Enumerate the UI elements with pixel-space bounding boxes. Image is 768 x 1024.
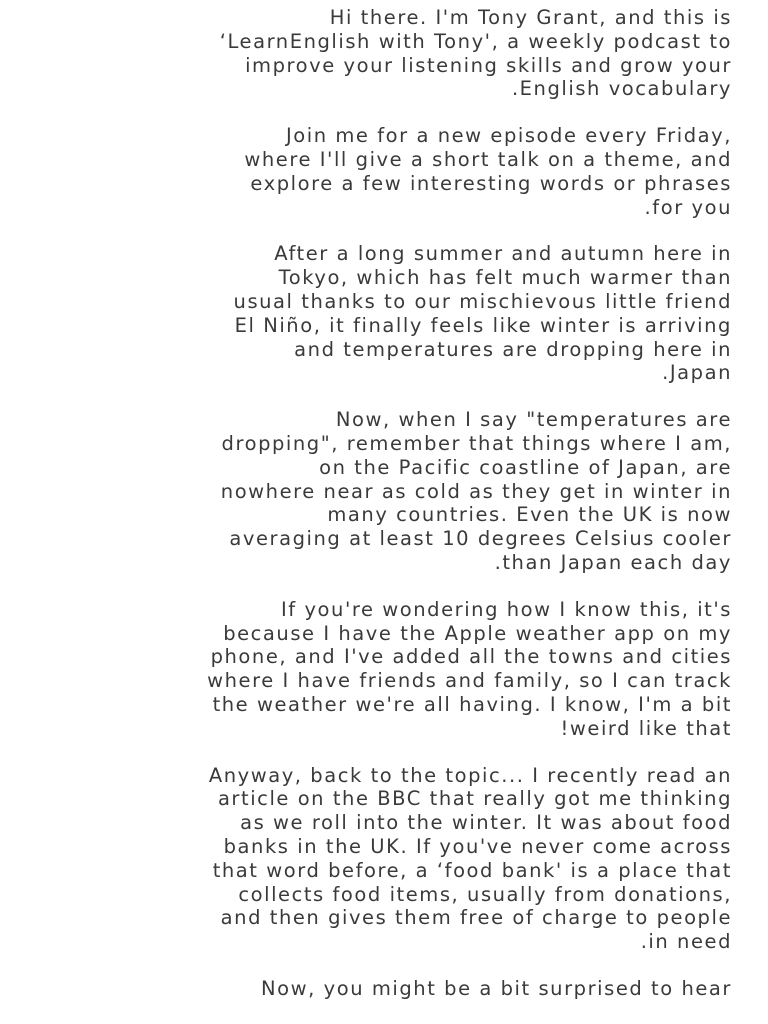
text-line: explore a few interesting words or phrases	[250, 171, 732, 195]
text-line: .Japan	[662, 361, 732, 385]
text-line: Tokyo, which has felt much warmer than	[278, 266, 732, 290]
text-line: and then gives them free of charge to people	[220, 906, 732, 930]
text-line: .English vocabulary	[511, 77, 732, 101]
text-line: .than Japan each day	[494, 550, 732, 574]
paragraph-weather-tokyo	[34, 242, 732, 385]
text-line: usual thanks to our mischievous little friend	[233, 289, 732, 313]
text-line: Anyway, back to the topic... I recently read an	[208, 763, 732, 787]
text-line: phone, and I've added all the towns and cities	[210, 645, 732, 669]
text-line: collects food items, usually from donations,	[238, 882, 732, 906]
text-line: nowhere near as cold as they get in winter in	[220, 479, 732, 503]
text-line: After a long summer and autumn here in	[274, 242, 732, 266]
text-line: where I'll give a short talk on a theme, and	[244, 147, 732, 171]
paragraph-temperatures	[34, 408, 732, 575]
text-line: Join me for a new episode every Friday,	[285, 124, 732, 148]
paragraph-food-banks	[34, 764, 732, 954]
text-line: averaging at least 10 degrees Celsius cooler	[229, 527, 732, 551]
text-line: and temperatures are dropping here in	[294, 337, 732, 361]
text-line: Now, when I say "temperatures are	[335, 408, 732, 432]
text-line: Now, you might be a bit surprised to hear	[261, 976, 732, 1000]
text-line: improve your listening skills and grow your	[245, 53, 732, 77]
text-line: on the Pacific coastline of Japan, are	[319, 455, 732, 479]
text-line: as we roll into the winter. It was about food	[240, 811, 732, 835]
text-line: Hi there. I'm Tony Grant, and this is	[329, 6, 732, 29]
text-line: where I have friends and family, so I can track	[207, 669, 732, 693]
text-line: .in need	[640, 930, 732, 954]
text-line: ‘LearnEnglish with Tony', a weekly podcast to	[219, 29, 732, 53]
paragraph-surprised	[34, 977, 732, 1001]
text-line: .for you	[644, 195, 732, 219]
text-line: article on the BBC that really got me thinking	[217, 787, 732, 811]
text-line: because I have the Apple weather app on my	[223, 621, 732, 645]
text-line: El Niño, it finally feels like winter is arriving	[234, 313, 732, 337]
text-line: the weather we're all having. I know, I'm a bit	[212, 692, 732, 716]
paragraph-episodes	[34, 124, 732, 219]
text-line: !weird like that	[560, 716, 732, 740]
paragraph-intro	[34, 6, 732, 101]
text-line: many countries. Even the UK is now	[327, 503, 732, 527]
text-line: dropping", remember that things where I am,	[221, 431, 732, 455]
text-line: banks in the UK. If you've never come across	[223, 834, 732, 858]
text-line: If you're wondering how I know this, it's	[281, 597, 732, 621]
text-line: that word before, a ‘food bank' is a place that	[212, 858, 732, 882]
paragraph-weather-app	[34, 598, 732, 741]
